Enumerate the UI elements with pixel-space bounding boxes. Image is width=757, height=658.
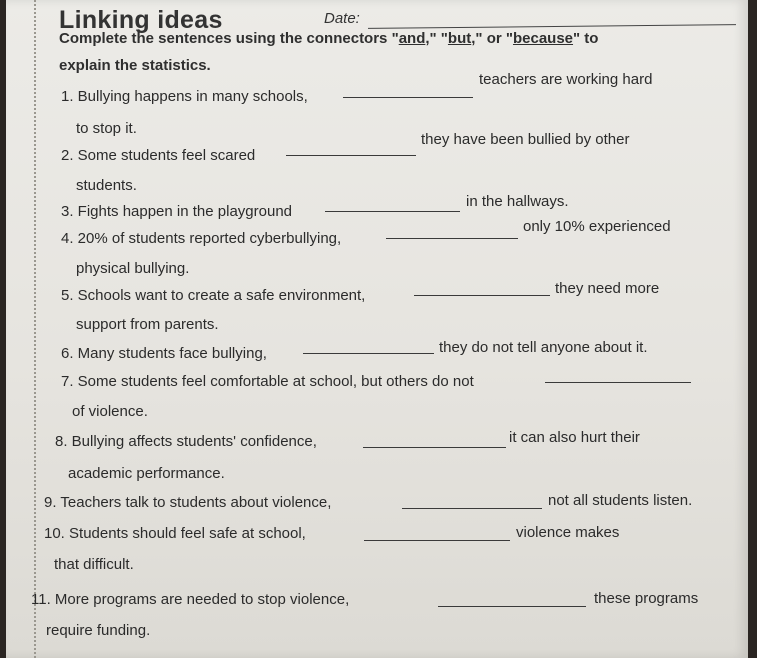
item-4-blank[interactable] bbox=[386, 238, 518, 239]
instr-text: " to bbox=[573, 30, 599, 47]
item-8-start: 8. Bullying affects students' confidence, bbox=[55, 433, 317, 450]
item-9-end: not all students listen. bbox=[548, 492, 693, 509]
item-8-blank[interactable] bbox=[363, 447, 506, 448]
item-10-start: 10. Students should feel safe at school, bbox=[44, 525, 306, 542]
item-11-blank[interactable] bbox=[438, 606, 586, 607]
item-10-blank[interactable] bbox=[364, 540, 510, 541]
item-11-cont: require funding. bbox=[46, 622, 151, 639]
item-4-start: 4. 20% of students reported cyberbullying, bbox=[61, 230, 342, 247]
connector-and: and bbox=[398, 30, 426, 47]
connector-but: but bbox=[447, 30, 472, 47]
item-9-start: 9. Teachers talk to students about violence, bbox=[44, 494, 332, 511]
item-2-cont: students. bbox=[76, 177, 137, 194]
item-8-end: it can also hurt their bbox=[509, 429, 640, 446]
item-11-end: these programs bbox=[594, 590, 699, 607]
item-6-end: they do not tell anyone about it. bbox=[439, 339, 648, 356]
item-8-cont: academic performance. bbox=[68, 465, 225, 482]
item-3-end: in the hallways. bbox=[466, 193, 569, 210]
item-1-blank[interactable] bbox=[343, 97, 473, 98]
item-4-cont: physical bullying. bbox=[76, 260, 190, 277]
margin-dots bbox=[34, 0, 36, 658]
item-5-cont: support from parents. bbox=[76, 316, 219, 333]
date-field[interactable] bbox=[368, 24, 736, 29]
worksheet-title: Linking ideas bbox=[59, 6, 223, 34]
item-6-blank[interactable] bbox=[303, 353, 434, 354]
connector-because: because bbox=[512, 30, 574, 47]
item-9-blank[interactable] bbox=[402, 508, 542, 509]
item-7-cont: of violence. bbox=[72, 403, 148, 420]
instr-text: ," " bbox=[425, 30, 448, 47]
item-10-end: violence makes bbox=[516, 524, 620, 541]
item-2-end: they have been bullied by other bbox=[421, 131, 630, 148]
item-7-blank[interactable] bbox=[545, 382, 691, 383]
item-5-end: they need more bbox=[555, 280, 660, 297]
item-4-end: only 10% experienced bbox=[523, 218, 671, 235]
item-1-end: teachers are working hard bbox=[479, 71, 653, 88]
item-1-start: 1. Bullying happens in many schools, bbox=[61, 88, 308, 105]
instr-text: ," or " bbox=[471, 30, 513, 47]
date-label: Date: bbox=[324, 10, 360, 27]
item-3-start: 3. Fights happen in the playground bbox=[61, 203, 292, 220]
item-2-blank[interactable] bbox=[286, 155, 416, 156]
instr-text: Complete the sentences using the connectors " bbox=[59, 30, 399, 47]
item-5-start: 5. Schools want to create a safe environment, bbox=[61, 287, 366, 304]
item-1-cont: to stop it. bbox=[76, 120, 137, 137]
item-10-cont: that difficult. bbox=[54, 556, 134, 573]
instructions-line-1 bbox=[59, 30, 598, 47]
item-6-start: 6. Many students face bullying, bbox=[61, 345, 267, 362]
item-11-start: 11. More programs are needed to stop violence, bbox=[31, 591, 350, 608]
item-5-blank[interactable] bbox=[414, 295, 550, 296]
item-7-start: 7. Some students feel comfortable at school, but others do not bbox=[61, 373, 474, 390]
item-3-blank[interactable] bbox=[325, 211, 460, 212]
worksheet bbox=[6, 0, 748, 658]
instructions-line-2: explain the statistics. bbox=[59, 57, 211, 74]
item-2-start: 2. Some students feel scared bbox=[61, 147, 256, 164]
